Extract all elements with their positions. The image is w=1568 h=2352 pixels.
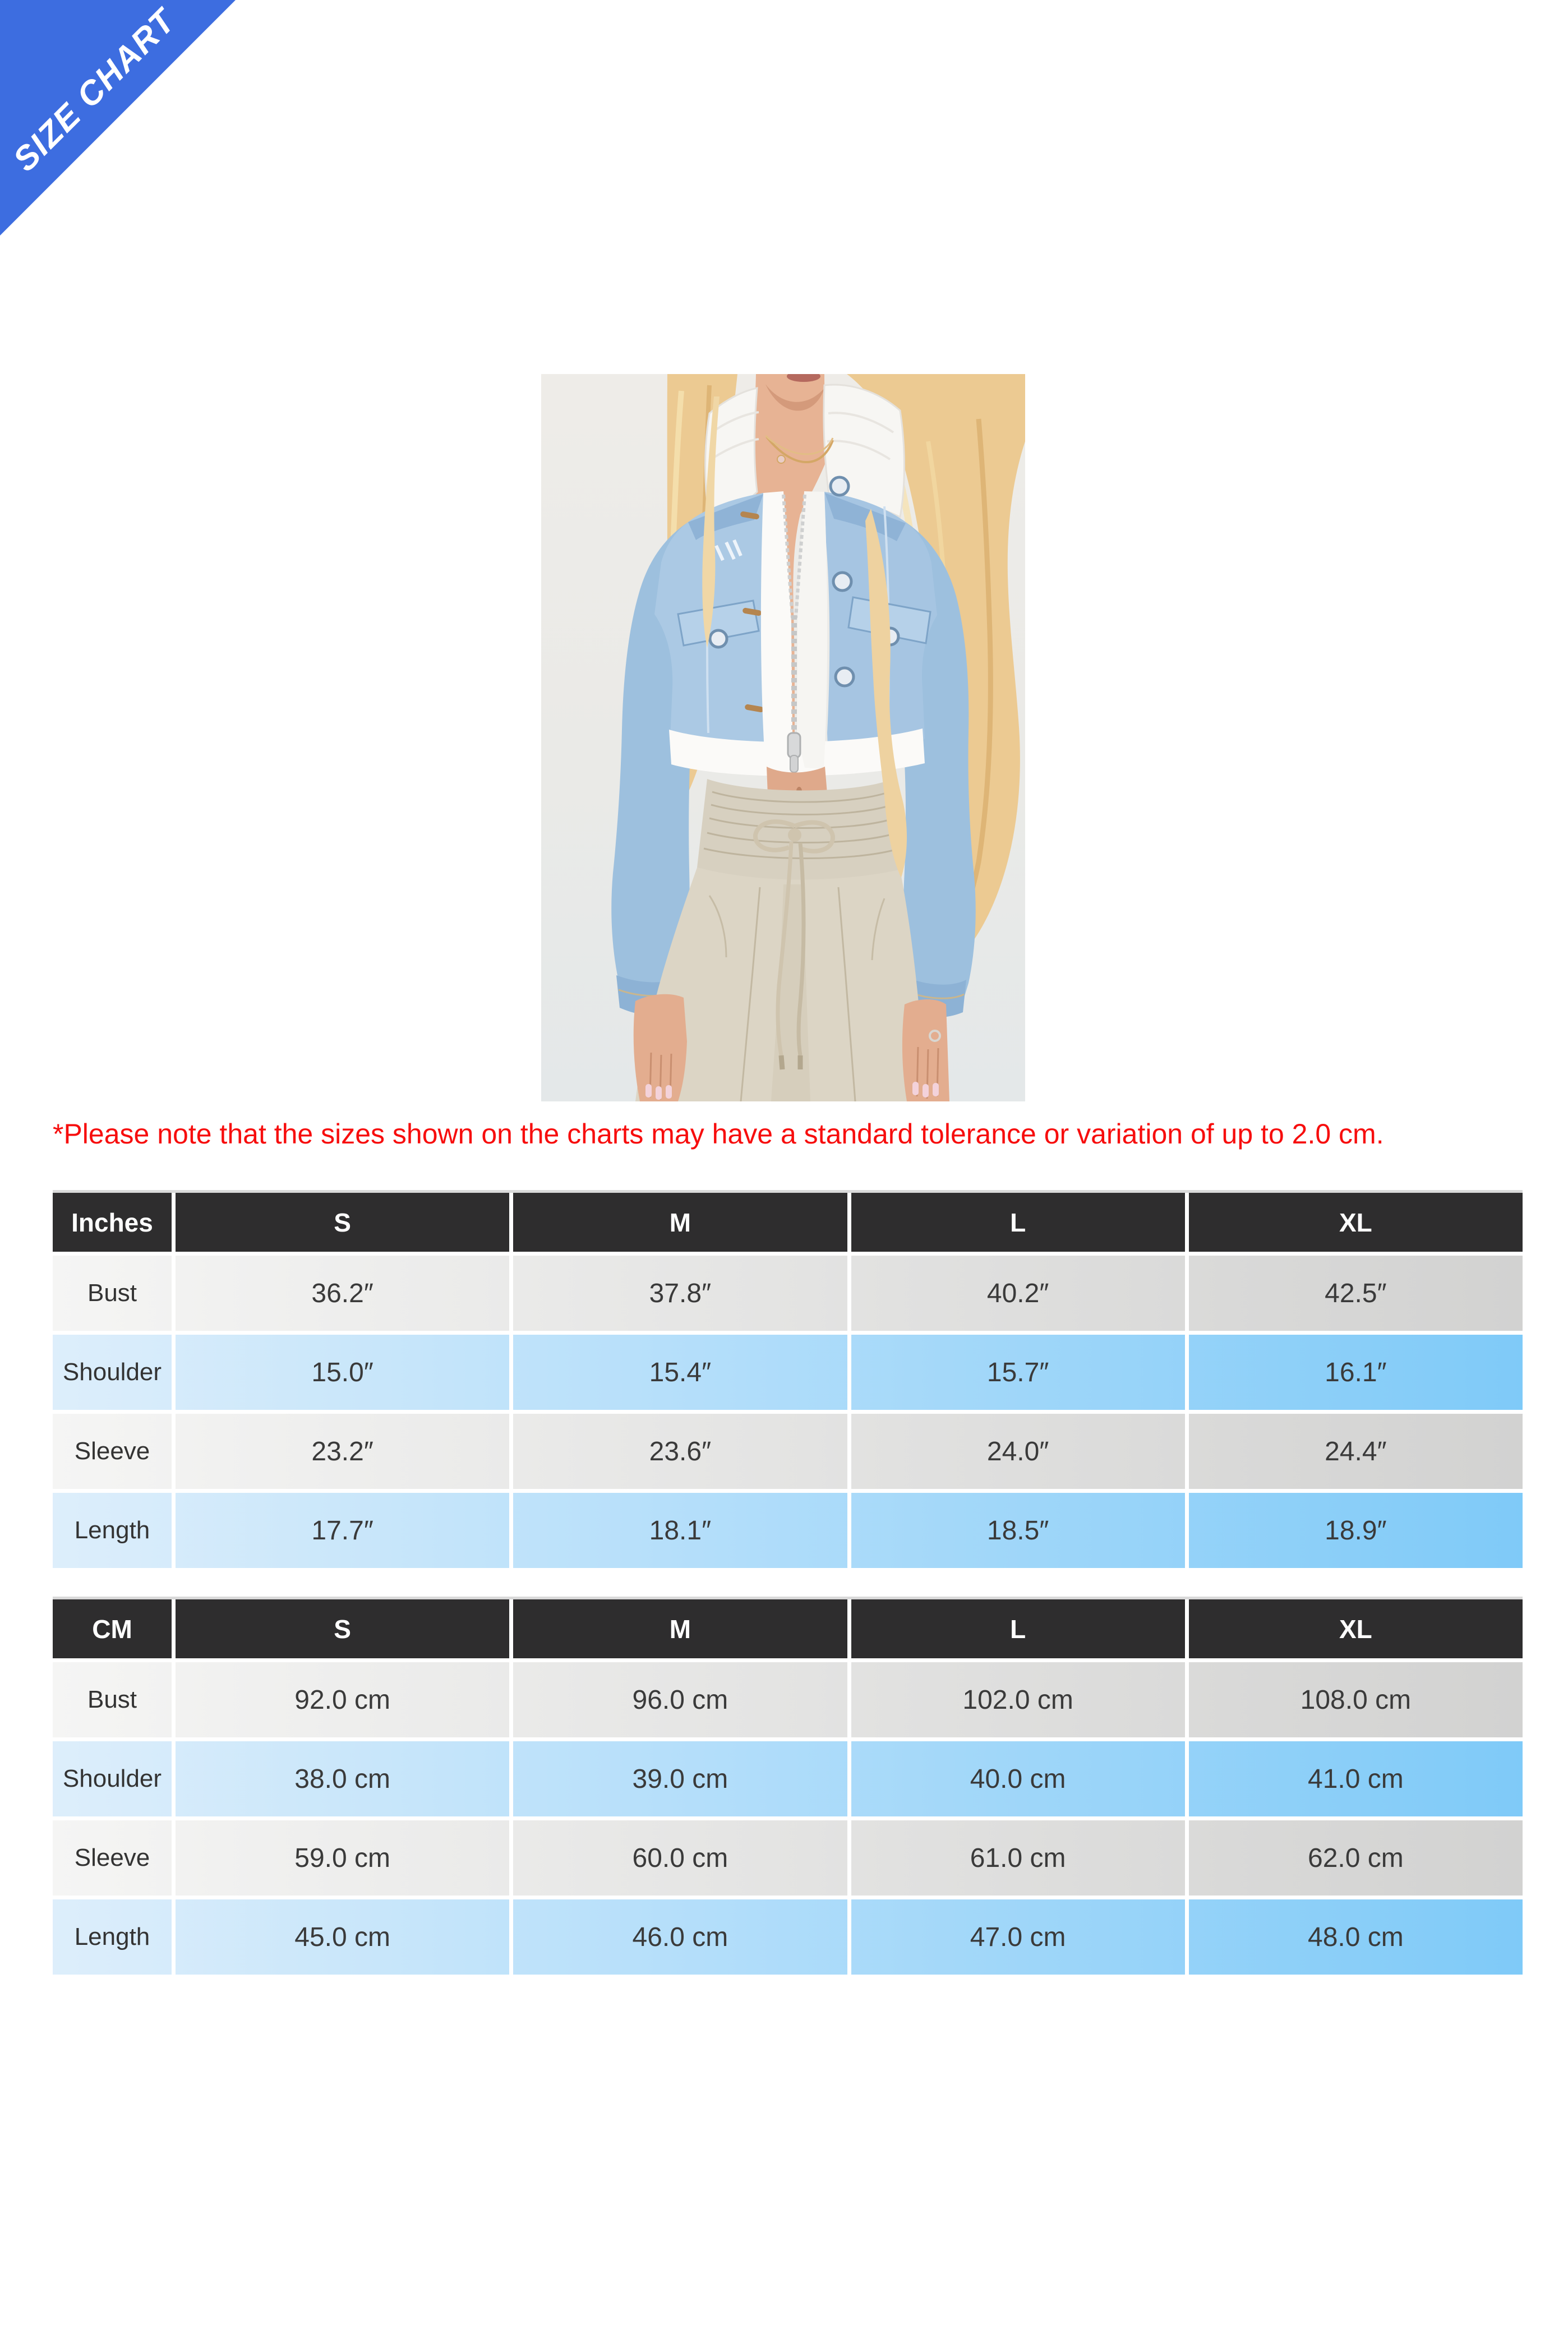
size-value-cell: 40.2″ bbox=[847, 1256, 1185, 1331]
row-label-cell: Shoulder bbox=[62, 1358, 162, 1386]
size-header-xl: XL bbox=[1185, 1599, 1523, 1658]
size-value-cell: 15.4″ bbox=[509, 1335, 847, 1410]
size-header-s: S bbox=[172, 1599, 509, 1658]
size-value-cell: 38.0 cm bbox=[172, 1741, 509, 1816]
size-value-cell: 24.0″ bbox=[847, 1414, 1185, 1489]
size-value-cell: 42.5″ bbox=[1185, 1256, 1523, 1331]
inches-row-sleeve bbox=[53, 1414, 1523, 1489]
inches-row-shoulder bbox=[53, 1335, 1523, 1410]
size-value-cell: 46.0 cm bbox=[509, 1899, 847, 1975]
size-value-cell: 18.5″ bbox=[847, 1493, 1185, 1568]
size-value-cell: 15.7″ bbox=[847, 1335, 1185, 1410]
size-value-cell: 15.0″ bbox=[172, 1335, 509, 1410]
row-label-cell: Sleeve bbox=[74, 1437, 150, 1465]
cm-row-shoulder bbox=[53, 1741, 1523, 1816]
size-tables bbox=[53, 1190, 1523, 1975]
inches-row-length bbox=[53, 1493, 1523, 1568]
inches-row-bust bbox=[53, 1256, 1523, 1331]
size-value-cell: 18.1″ bbox=[509, 1493, 847, 1568]
size-value-cell: 36.2″ bbox=[172, 1256, 509, 1331]
size-value-cell: 16.1″ bbox=[1185, 1335, 1523, 1410]
ribbon-triangle bbox=[0, 0, 236, 236]
size-table-inches bbox=[53, 1190, 1523, 1568]
size-value-cell: 18.9″ bbox=[1185, 1493, 1523, 1568]
size-value-cell: 108.0 cm bbox=[1185, 1662, 1523, 1737]
size-value-cell: 17.7″ bbox=[172, 1493, 509, 1568]
row-label-cell: Bust bbox=[87, 1686, 137, 1713]
size-value-cell: 48.0 cm bbox=[1185, 1899, 1523, 1975]
size-header-xl: XL bbox=[1185, 1193, 1523, 1252]
size-value-cell: 37.8″ bbox=[509, 1256, 847, 1331]
size-value-cell: 23.6″ bbox=[509, 1414, 847, 1489]
row-label-cell: Length bbox=[74, 1516, 150, 1544]
size-value-cell: 40.0 cm bbox=[847, 1741, 1185, 1816]
size-value-cell: 59.0 cm bbox=[172, 1820, 509, 1896]
unit-header-cell: CM bbox=[92, 1614, 132, 1644]
size-value-cell: 23.2″ bbox=[172, 1414, 509, 1489]
tolerance-note: *Please note that the sizes shown on the charts may have a standard tolerance or variation of up to 2.0 cm. bbox=[53, 1118, 1384, 1150]
product-photo bbox=[541, 374, 1025, 1101]
size-value-cell: 41.0 cm bbox=[1185, 1741, 1523, 1816]
size-value-cell: 39.0 cm bbox=[509, 1741, 847, 1816]
row-label-cell: Shoulder bbox=[62, 1765, 162, 1792]
size-header-l: L bbox=[847, 1599, 1185, 1658]
cm-row-length bbox=[53, 1899, 1523, 1975]
size-value-cell: 62.0 cm bbox=[1185, 1820, 1523, 1896]
size-value-cell: 61.0 cm bbox=[847, 1820, 1185, 1896]
size-header-m: M bbox=[509, 1193, 847, 1252]
size-value-cell: 47.0 cm bbox=[847, 1899, 1185, 1975]
size-value-cell: 92.0 cm bbox=[172, 1662, 509, 1737]
unit-header-cell: Inches bbox=[71, 1207, 153, 1237]
size-header-m: M bbox=[509, 1599, 847, 1658]
size-value-cell: 24.4″ bbox=[1185, 1414, 1523, 1489]
size-value-cell: 96.0 cm bbox=[509, 1662, 847, 1737]
size-value-cell: 102.0 cm bbox=[847, 1662, 1185, 1737]
row-label-cell: Sleeve bbox=[74, 1844, 150, 1871]
size-header-l: L bbox=[847, 1193, 1185, 1252]
cm-header-row bbox=[53, 1597, 1523, 1658]
size-table-cm bbox=[53, 1597, 1523, 1975]
size-header-s: S bbox=[172, 1193, 509, 1252]
size-value-cell: 60.0 cm bbox=[509, 1820, 847, 1896]
size-chart-ribbon bbox=[0, 0, 236, 236]
product-photo-illustration bbox=[541, 374, 1025, 1101]
ribbon-label: SIZE CHART bbox=[6, 1, 183, 179]
inches-header-row bbox=[53, 1190, 1523, 1252]
row-label-cell: Bust bbox=[87, 1279, 137, 1307]
size-value-cell: 45.0 cm bbox=[172, 1899, 509, 1975]
row-label-cell: Length bbox=[74, 1923, 150, 1950]
cm-row-bust bbox=[53, 1662, 1523, 1737]
cm-row-sleeve bbox=[53, 1820, 1523, 1896]
